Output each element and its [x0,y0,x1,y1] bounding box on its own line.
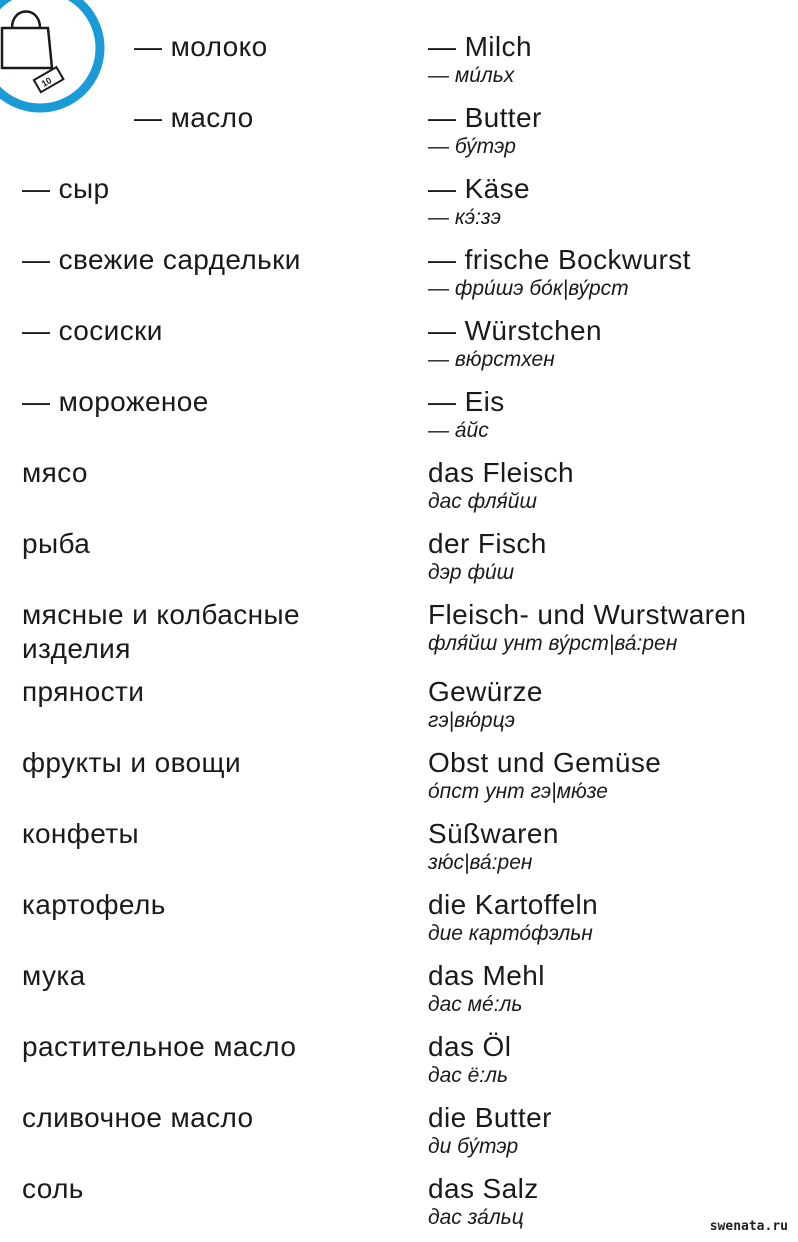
german-word: die Kartoffeln [428,889,599,920]
transcription: дэр фи́ш [428,561,515,584]
transcription: дас фля́йш [428,490,537,513]
russian-word: — свежие сардельки [22,244,301,275]
russian-word: мясо [22,457,88,488]
russian-word: картофель [22,889,166,920]
german-word: das Öl [428,1031,512,1062]
russian-word: рыба [22,528,91,559]
german-word: das Salz [428,1173,539,1204]
russian-word: — мороженое [22,386,209,417]
transcription: ди бу́тэр [428,1135,519,1158]
german-word: Fleisch- und Wurstwaren [428,599,747,630]
german-word: Gewürze [428,676,543,707]
german-word: das Fleisch [428,457,575,488]
russian-word: растительное масло [22,1031,297,1062]
russian-word: — сыр [22,173,110,204]
german-word: — Milch [428,31,532,62]
german-word: — frische Bockwurst [428,244,691,275]
german-word: — Butter [428,102,542,133]
russian-word: — сосиски [22,315,163,346]
russian-word: — масло [134,102,254,133]
german-word: Obst und Gemüse [428,747,662,778]
german-word: der Fisch [428,528,547,559]
german-word: — Eis [428,386,505,417]
transcription: фля́йш унт ву́рст|ва́:рен [428,632,678,655]
transcription: — а́йс [428,419,489,442]
transcription: — ми́льх [428,64,515,87]
transcription: дас ё:ль [428,1064,509,1087]
transcription: — фри́шэ бо́к|ву́рст [428,277,629,300]
russian-word: — молоко [134,31,268,62]
transcription: — вю́рстхен [428,348,555,371]
german-word: die Butter [428,1102,552,1133]
transcription: дас за́льц [428,1206,524,1229]
russian-word: мука [22,960,86,991]
russian-word: пряности [22,676,145,707]
shopping-bag-logo-icon [0,0,110,130]
russian-word: конфеты [22,818,140,849]
site-watermark: swenata.ru [709,1219,788,1234]
german-word: Süßwaren [428,818,559,849]
transcription: дас мé:ль [428,993,523,1016]
transcription: — кэ́:зэ [428,206,501,229]
transcription: о́пст унт гэ|мю́зе [428,780,608,803]
transcription: — бу́тэр [428,135,516,158]
german-word: — Käse [428,173,530,204]
russian-word: сливочное масло [22,1102,254,1133]
german-word: — Würstchen [428,315,602,346]
svg-text:10: 10 [39,75,54,89]
transcription: зю́с|ва́:рен [428,851,533,874]
russian-word: фрукты и овощи [22,747,241,778]
russian-word: мясные и колбасные изделия [22,599,300,664]
russian-word: соль [22,1173,84,1204]
german-word: das Mehl [428,960,545,991]
transcription: гэ|вю́рцэ [428,709,515,732]
transcription: дие карто́фэльн [428,922,593,945]
